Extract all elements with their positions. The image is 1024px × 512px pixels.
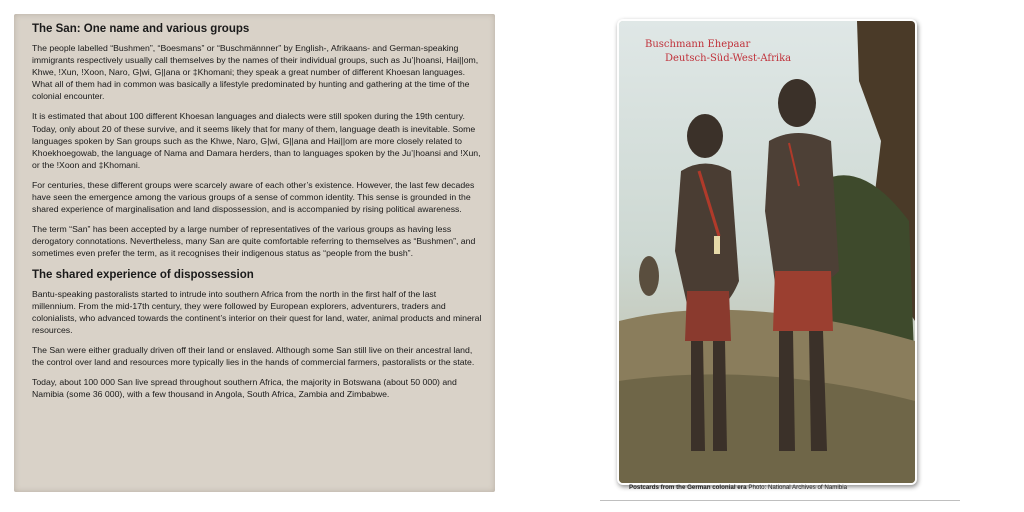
section-heading-2: The shared experience of dispossession [32, 268, 254, 281]
postcard-title-line-1: Buschmann Ehepaar [645, 39, 751, 50]
article-text [32, 22, 482, 408]
article-panel [14, 14, 495, 492]
paragraph-2: It is estimated that about 100 different Khoesan languages and dialects were still spoken during the 19th century. Today, only about 20 of these survive, and it seems likely that for many of them, language death is inevitable. Some languages spoken by San groups such as the Khwe, Naro, G|wi, G||ana and Hai||om are more closely related to Khoekhoegowab, the language of Nama and Damara herders, than to languages spoken by the Ju’|hoansi and !Xun, or the !Xoon and ‡Khomani. [32, 111, 481, 170]
postcard-title-line-2: Deutsch-Süd-West-Afrika [665, 53, 792, 64]
caption-credit: Photo: National Archives of Namibia [748, 484, 848, 491]
postcard-image [619, 21, 915, 483]
postcard-photo [617, 19, 917, 485]
paragraph-7: Today, about 100 000 San live spread throughout southern Africa, the majority in Botswana (about 50 000) and Namibia (some 36 000), with a few thousand in Angola, South Africa, Zambia and Zimbabwe. [32, 377, 457, 400]
section-heading-1: The San: One name and various groups [32, 23, 250, 35]
paragraph-6: The San were either gradually driven off their land or enslaved. Although some San still live on their ancestral land, the control over land and resources more typically lies in the hands of commercial farmers, pastoralists or the state. [32, 344, 475, 367]
caption-divider [600, 500, 960, 501]
photo-caption [629, 484, 847, 491]
paragraph-4: The term “San” has been accepted by a large number of representatives of the various groups as having less derogatory connotations. Nevertheless, many San are quite comfortable referring to themselves as “Bushmen”, and sometimes even prefer the term, as it recognises their indigenous status as “people from the bush”. [32, 224, 476, 259]
paragraph-5: Bantu-speaking pastoralists started to intrude into southern Africa from the north in the first half of the last millennium. From the mid-17th century, they were followed by European explorers, adventurers, traders and colonialists, who advanced towards the continent’s interior on their quest for land, water, animal products and mineral resources. [32, 288, 482, 335]
paragraph-1: The people labelled “Bushmen”, “Boesmans” or “Buschmännner” by English-, Afrikaans- and German-speaking immigrants respectively usually call themselves by the names of their individual groups, such as Ju’|hoansi, Hai||om, Khwe, !Xun, !Xoon, Naro, G|wi, G||ana or ‡Khomani; they speak a great number of different Khoesan languages. What all of them had in common was basically a lifestyle predominated by hunting and gathering at the time of the colonial encounter. [32, 43, 479, 102]
paragraph-3: For centuries, these different groups were scarcely aware of each other’s existence. However, the last few decades have seen the emergence among the various groups of a sense of common identity. This sense is grounded in the shared experience of marginalisation and land dispossession, and is accompanied by rising political awareness. [32, 179, 475, 215]
caption-bold: Postcards from the German colonial era [629, 484, 747, 491]
